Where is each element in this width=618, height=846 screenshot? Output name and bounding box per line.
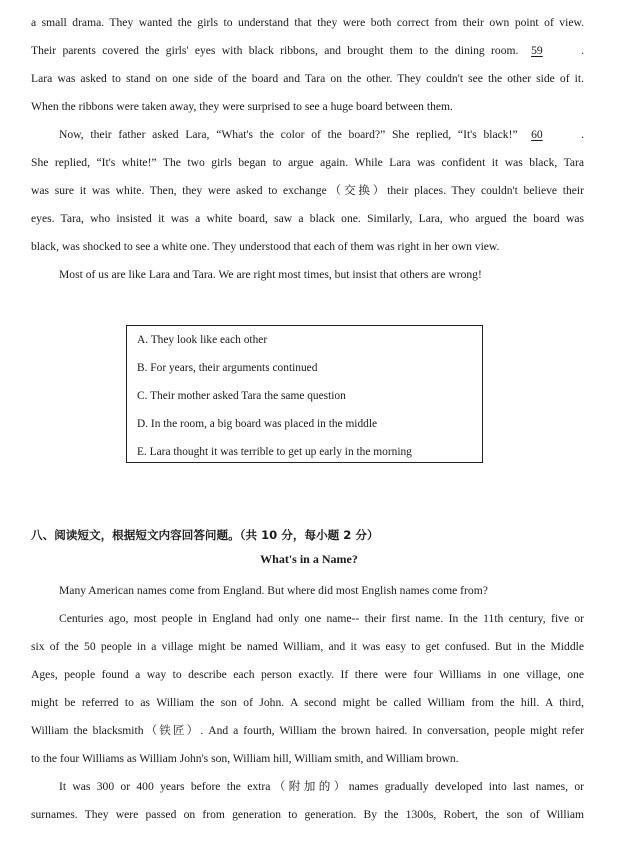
text-span: Their parents covered the girls' eyes with black ribbons, and brought them to the dining room.	[31, 44, 519, 57]
text-line: Most of us are like Lara and Tara. We are right most times, but insist that others are wrong!	[59, 268, 482, 281]
period: .	[581, 44, 584, 57]
text-line	[31, 43, 584, 58]
option-e: E. Lara thought it was terrible to get up early in the morning	[137, 446, 412, 458]
text-line: black, was shocked to see a white one. They understood that each of them was right in her own view.	[31, 240, 500, 253]
option-c: C. Their mother asked Tara the same question	[137, 390, 346, 402]
option-b: B. For years, their arguments continued	[137, 362, 318, 374]
section-heading: 八、阅读短文，根据短文内容回答问题。（共 10 分，每小题 2 分）	[31, 528, 379, 542]
text-line: Many American names come from England. But where did most English names come from?	[59, 584, 488, 597]
passage-title: What's in a Name?	[260, 552, 358, 566]
text-line: might be referred to as William the son of John. A second might be called William from the hill. A third,	[31, 696, 584, 709]
text-line: to the four Williams as William John's son, William hill, William smith, and William brown.	[31, 752, 459, 765]
blank-60: 60	[531, 128, 543, 141]
options-box	[126, 325, 483, 463]
option-d: D. In the room, a big board was placed in the middle	[137, 418, 378, 430]
text-line: was sure it was white. Then, they were asked to exchange（交换）their places. They couldn't believe their	[31, 184, 584, 197]
text-line: When the ribbons were taken away, they were surprised to see a huge board between them.	[31, 100, 453, 113]
blank-59: 59	[531, 44, 543, 57]
text-line: It was 300 or 400 years before the extra（附加的）names gradually developed into last names, or	[59, 780, 584, 793]
text-line: surnames. They were passed on from generation to generation. By the 1300s, Robert, the son of William	[31, 808, 584, 821]
text-line: six of the 50 people in a village might be named William, and it was easy to get confused. But in the Middle	[31, 640, 584, 653]
text-line	[59, 127, 584, 142]
text-line: She replied, “It's white!” The two girls began to argue again. While Lara was confident it was black, Tara	[31, 156, 584, 169]
text-line: eyes. Tara, who insisted it was a white board, saw a black one. Similarly, Lara, who argued the board was	[31, 212, 584, 225]
text-span: Now, their father asked Lara, “What's the color of the board?” She replied, “It's black!”	[59, 128, 518, 141]
text-line: Ages, people found a way to describe each person exactly. If there were four Williams in one village, one	[31, 668, 584, 681]
text-line: William the blacksmith（铁匠）. And a fourth, William the brown haired. In conversation, people might refer	[31, 724, 584, 737]
period: .	[581, 128, 585, 141]
text-line: Lara was asked to stand on one side of the board and Tara on the other. They couldn't see the other side of it.	[31, 72, 584, 85]
text-line: Centuries ago, most people in England had only one name-- their first name. In the 11th century, five or	[59, 612, 584, 625]
text-line: a small drama. They wanted the girls to understand that they were both correct from their own point of view.	[31, 16, 584, 29]
option-a: A. They look like each other	[137, 334, 268, 346]
